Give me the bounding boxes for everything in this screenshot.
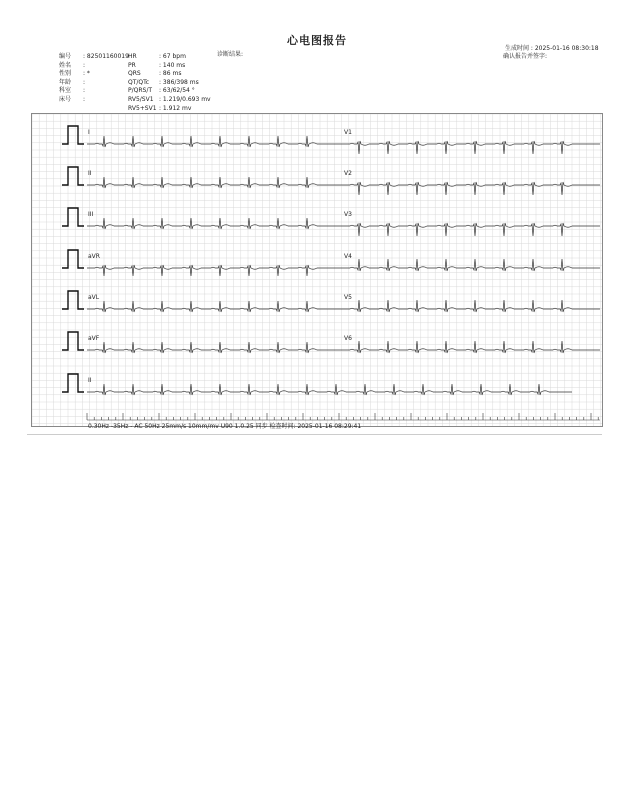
patient-row: 科室 : xyxy=(59,87,86,95)
lead-label: III xyxy=(88,211,94,218)
lead-label: I xyxy=(88,129,90,136)
acquisition-settings: 0.30Hz -35Hz - AC 50Hz 25mm/s 10mm/mv U90 1.0.25 同步 检查时间: 2025-01-16 08:29:41 xyxy=(88,423,362,430)
confirm-signature-label: 确认报告并签字: xyxy=(503,53,548,60)
calibration-pulse xyxy=(62,291,84,309)
patient-info xyxy=(59,53,129,105)
measurement-row: P/QRS/T : 63/62/54 ° xyxy=(128,87,195,95)
lead-label: V2 xyxy=(344,170,352,177)
measurement-row: RV5/SV1 : 1.219/0.693 mv xyxy=(128,95,211,103)
patient-row: 年龄 : xyxy=(59,78,86,86)
ecg-grid xyxy=(31,113,603,427)
measurement-row: QT/QTc : 386/398 ms xyxy=(128,78,199,86)
calibration-pulse xyxy=(62,167,84,185)
measurements xyxy=(128,53,211,113)
lead-label: V6 xyxy=(344,335,352,342)
ecg-traces xyxy=(32,114,602,426)
calibration-pulse xyxy=(62,208,84,226)
ecg-trace xyxy=(87,301,342,312)
measurement-row: HR : 67 bpm xyxy=(128,53,186,60)
patient-row: 编号 : 82501160019 xyxy=(59,53,129,60)
lead-label: II xyxy=(88,377,92,384)
divider xyxy=(27,434,602,435)
patient-row: 床号 : xyxy=(59,95,86,103)
lead-label: V1 xyxy=(344,129,352,136)
generated-time: 生成时间 : 2025-01-16 08:30:18 xyxy=(505,45,599,52)
lead-label: aVF xyxy=(88,335,100,342)
lead-label: V3 xyxy=(344,211,352,218)
lead-label: V4 xyxy=(344,253,352,260)
lead-label: V5 xyxy=(344,294,352,301)
diagnosis-label: 诊断结果: xyxy=(217,51,244,58)
calibration-pulse xyxy=(62,332,84,350)
lead-label: aVR xyxy=(88,253,100,260)
lead-label: II xyxy=(88,170,92,177)
ecg-trace xyxy=(87,265,342,276)
measurement-row: PR : 140 ms xyxy=(128,61,186,69)
measurement-row: RV5+SV1 : 1.912 mv xyxy=(128,104,192,112)
measurement-row: QRS : 86 ms xyxy=(128,70,182,78)
ecg-trace xyxy=(87,218,342,229)
calibration-pulse xyxy=(62,126,84,144)
ecg-trace xyxy=(87,136,342,147)
patient-row: 性别 : * xyxy=(59,70,90,78)
ecg-trace xyxy=(87,384,572,395)
grid-lines xyxy=(32,114,602,426)
patient-row: 姓名 : xyxy=(59,61,86,69)
lead-label: aVL xyxy=(88,294,100,301)
report-title: 心电图报告 xyxy=(287,34,347,47)
calibration-pulse xyxy=(62,374,84,392)
